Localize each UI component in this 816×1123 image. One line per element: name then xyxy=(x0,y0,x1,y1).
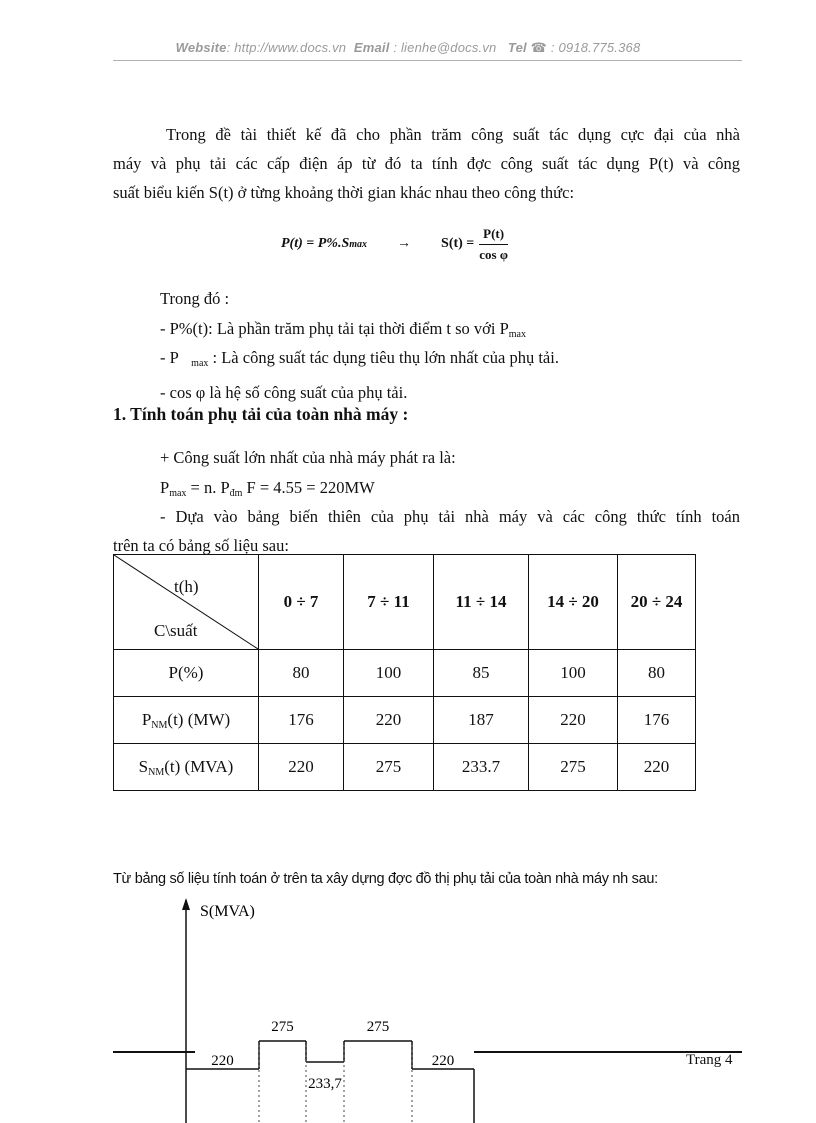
row-label-sub: NM xyxy=(151,719,168,731)
column-header: 14 ÷ 20 xyxy=(529,555,618,650)
formula-lhs-sub: max xyxy=(349,238,368,250)
column-header: 20 ÷ 24 xyxy=(618,555,696,650)
table-cell: 220 xyxy=(618,744,696,791)
definition-item-1-sub: max xyxy=(508,329,526,340)
formula-fraction xyxy=(479,226,508,263)
load-table xyxy=(113,554,696,791)
intro-line-3: suất biểu kiến S(t) ở từng khoảng thời gian khác nhau theo công thức: xyxy=(113,183,575,202)
intro-line-2: máy và phụ tải các cấp điện áp từ đó ta tính đợc công suất tác dụng P(t) và công xyxy=(113,154,740,173)
website-url[interactable]: : http://www.docs.vn xyxy=(226,40,347,55)
definitions-title: Trong đó : xyxy=(160,289,230,308)
row-label-post: (t) (MW) xyxy=(167,709,231,729)
table-row xyxy=(114,744,696,791)
corner-top-label: t(h) xyxy=(174,577,199,596)
table-cell: 80 xyxy=(259,650,344,697)
table-cell: 85 xyxy=(434,650,529,697)
table-cell: 100 xyxy=(529,650,618,697)
pmax-post: F = 4.55 = 220MW xyxy=(242,478,375,497)
section-heading: 1. Tính toán phụ tải của toàn nhà máy : xyxy=(113,404,409,424)
y-axis-label: S(MVA) xyxy=(200,903,255,920)
row-label-sub: NM xyxy=(148,766,165,778)
table-cell: 220 xyxy=(344,697,434,744)
data-label: 275 xyxy=(271,1019,294,1035)
formula xyxy=(281,224,508,264)
section-line-4: trên ta có bảng số liệu sau: xyxy=(113,536,289,555)
table-cell: 187 xyxy=(434,697,529,744)
row-label-text: P(%) xyxy=(168,663,204,682)
email-value[interactable]: : lienhe@docs.vn xyxy=(393,40,497,55)
table-cell: 220 xyxy=(259,744,344,791)
data-label: 233,7 xyxy=(308,1076,342,1093)
row-label xyxy=(114,650,259,697)
definition-item-2-text: : Là công suất tác dụng tiêu thụ lớn nhất của phụ tải. xyxy=(208,348,559,367)
load-chart xyxy=(0,890,816,1123)
pmax-sub: max xyxy=(169,488,187,499)
table-cell: 100 xyxy=(344,650,434,697)
pmax-mid: = n. P xyxy=(186,478,230,497)
table-row xyxy=(114,650,696,697)
table-header-row xyxy=(114,555,696,650)
column-header: 11 ÷ 14 xyxy=(434,555,529,650)
header-divider xyxy=(113,60,742,61)
footer-rule-left xyxy=(113,1051,195,1053)
row-label-post: (t) (MVA) xyxy=(164,756,234,776)
column-header: 0 ÷ 7 xyxy=(259,555,344,650)
website-label: Website xyxy=(175,40,227,55)
corner-bottom-label: C\suất xyxy=(154,621,198,640)
table-cell: 275 xyxy=(529,744,618,791)
data-label: 220 xyxy=(431,1053,455,1069)
page-number: Trang 4 xyxy=(686,1052,733,1068)
arrow-icon: → xyxy=(397,236,412,251)
row-label xyxy=(114,697,259,744)
formula-rhs: S(t) = xyxy=(441,236,475,251)
section-line-3: - Dựa vào bảng biến thiên của phụ tải nhà máy và các công thức tính toán xyxy=(160,507,740,526)
table-cell: 220 xyxy=(529,697,618,744)
row-label-text: P xyxy=(141,709,152,729)
formula-lhs: P(t) = P%.S xyxy=(281,236,350,251)
row-label xyxy=(114,744,259,791)
section-line-1: + Công suất lớn nhất của nhà máy phát ra là: xyxy=(160,448,456,467)
fraction-denominator: cos φ xyxy=(479,246,508,262)
table-cell: 176 xyxy=(618,697,696,744)
table-corner-cell xyxy=(114,555,259,650)
fraction-numerator: P(t) xyxy=(479,226,508,245)
definition-item-3: - cos φ là hệ số công suất của phụ tải. xyxy=(160,383,408,402)
table-cell: 275 xyxy=(344,744,434,791)
table-cell: 176 xyxy=(259,697,344,744)
column-header: 7 ÷ 11 xyxy=(344,555,434,650)
y-axis-arrow-icon xyxy=(182,898,190,910)
table-row xyxy=(114,697,696,744)
row-label-text: S xyxy=(138,756,149,776)
pmax-pre: P xyxy=(160,478,170,497)
data-label: 275 xyxy=(366,1019,390,1035)
definition-item-2-sub: max xyxy=(191,358,209,369)
table-cell: 80 xyxy=(618,650,696,697)
pdm-sub: đm xyxy=(229,488,243,499)
definition-item-2-pre: - P xyxy=(160,348,179,367)
intro-line-1: Trong đề tài thiết kế đã cho phần trăm công suất tác dụng cực đại của nhà xyxy=(166,125,740,144)
definition-item-1-text: - P%(t): Là phần trăm phụ tải tại thời điểm t so với P xyxy=(160,319,509,338)
definition-item-2 xyxy=(160,343,559,378)
chart-intro: Từ bảng số liệu tính toán ở trên ta xây dựng đợc đồ thị phụ tải của toàn nhà máy nh sau: xyxy=(113,871,658,887)
tel-value: ☎ : 0918.775.368 xyxy=(530,40,641,55)
data-label: 220 xyxy=(211,1053,234,1069)
email-label: Email xyxy=(353,40,390,55)
tel-label: Tel xyxy=(507,40,527,55)
page-header xyxy=(0,40,816,56)
table-cell: 233.7 xyxy=(434,744,529,791)
